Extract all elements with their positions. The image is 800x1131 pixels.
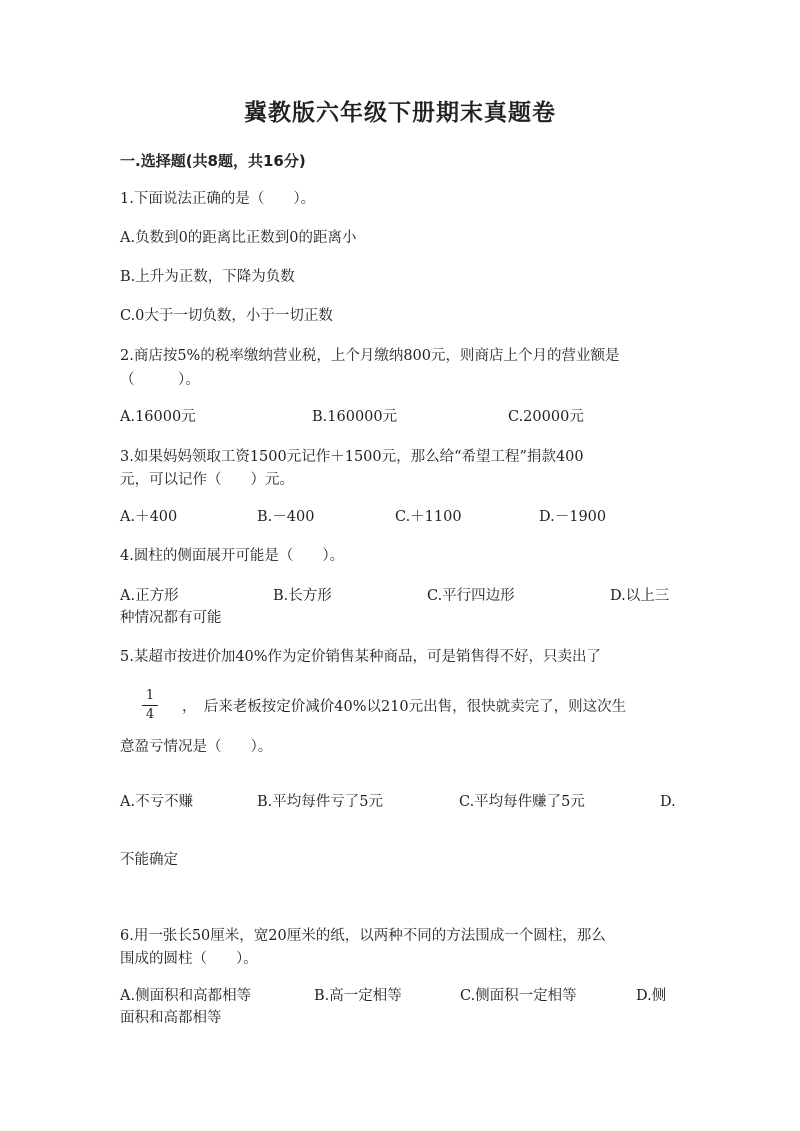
question-3-option-d: D.－1900 bbox=[539, 509, 607, 525]
question-5-option-a: A.不亏不赚 bbox=[120, 794, 194, 810]
question-4-option-d: D.以上三 bbox=[610, 588, 670, 604]
question-5-option-c: C.平均每件赚了5元 bbox=[459, 794, 585, 810]
question-3-option-b: B.－400 bbox=[257, 509, 315, 525]
question-1-option-a: A.负数到0的距离比正数到0的距离小 bbox=[120, 230, 357, 246]
question-3-option-a: A.＋400 bbox=[120, 509, 178, 525]
fraction-one-quarter bbox=[140, 688, 160, 723]
question-4-option-d-continued: 种情况都有可能 bbox=[120, 610, 222, 626]
question-2-stem-line2: （ ）。 bbox=[120, 372, 200, 388]
question-1-option-b: B.上升为正数，下降为负数 bbox=[120, 269, 295, 285]
question-2-option-a: A.16000元 bbox=[120, 409, 196, 425]
question-6-stem-line1: 6.用一张长50厘米，宽20厘米的纸，以两种不同的方法围成一个圆柱，那么 bbox=[120, 928, 606, 944]
question-2-option-c: C.20000元 bbox=[508, 409, 584, 425]
question-4-option-a: A.正方形 bbox=[120, 588, 179, 604]
question-3-stem-line2: 元，可以记作（ ）元。 bbox=[120, 472, 294, 488]
question-6-stem-line2: 围成的圆柱（ ）。 bbox=[120, 951, 258, 967]
question-5-stem-line1: 5.某超市按进价加40%作为定价销售某种商品，可是销售得不好，只卖出了 bbox=[120, 649, 602, 665]
fraction-numerator: 1 bbox=[145, 688, 155, 703]
question-4-option-b: B.长方形 bbox=[273, 588, 332, 604]
question-6-option-d: D.侧 bbox=[636, 988, 667, 1004]
question-3-stem-line1: 3.如果妈妈领取工资1500元记作＋1500元，那么给“希望工程”捐款400 bbox=[120, 449, 584, 465]
question-1-option-c: C.0大于一切负数，小于一切正数 bbox=[120, 308, 333, 324]
fraction-bar bbox=[142, 705, 158, 706]
fraction-denominator: 4 bbox=[145, 707, 155, 722]
question-3-option-c: C.＋1100 bbox=[395, 509, 462, 525]
question-5-stem-line3: 意盈亏情况是（ ）。 bbox=[120, 739, 273, 755]
question-1-stem: 1.下面说法正确的是（ ）。 bbox=[120, 191, 316, 207]
question-6-option-b: B.高一定相等 bbox=[314, 988, 402, 1004]
question-6-option-c: C.侧面积一定相等 bbox=[460, 988, 577, 1004]
question-2-option-b: B.160000元 bbox=[312, 409, 398, 425]
question-5-stem-line2: ， 后来老板按定价减价40%以210元出售，很快就卖完了，则这次生 bbox=[182, 699, 627, 715]
question-5-option-d-continued: 不能确定 bbox=[120, 852, 178, 868]
question-6-option-d-continued: 面积和高都相等 bbox=[120, 1010, 222, 1026]
question-6-option-a: A.侧面积和高都相等 bbox=[120, 988, 252, 1004]
section-heading: 一.选择题(共8题，共16分) bbox=[120, 152, 306, 170]
question-4-option-c: C.平行四边形 bbox=[427, 588, 515, 604]
question-5-option-d: D. bbox=[660, 794, 676, 810]
question-5-option-b: B.平均每件亏了5元 bbox=[257, 794, 383, 810]
question-2-stem-line1: 2.商店按5%的税率缴纳营业税，上个月缴纳800元，则商店上个月的营业额是 bbox=[120, 348, 620, 364]
question-4-stem: 4.圆柱的侧面展开可能是（ ）。 bbox=[120, 548, 345, 564]
page-title: 冀教版六年级下册期末真题卷 bbox=[244, 100, 556, 126]
